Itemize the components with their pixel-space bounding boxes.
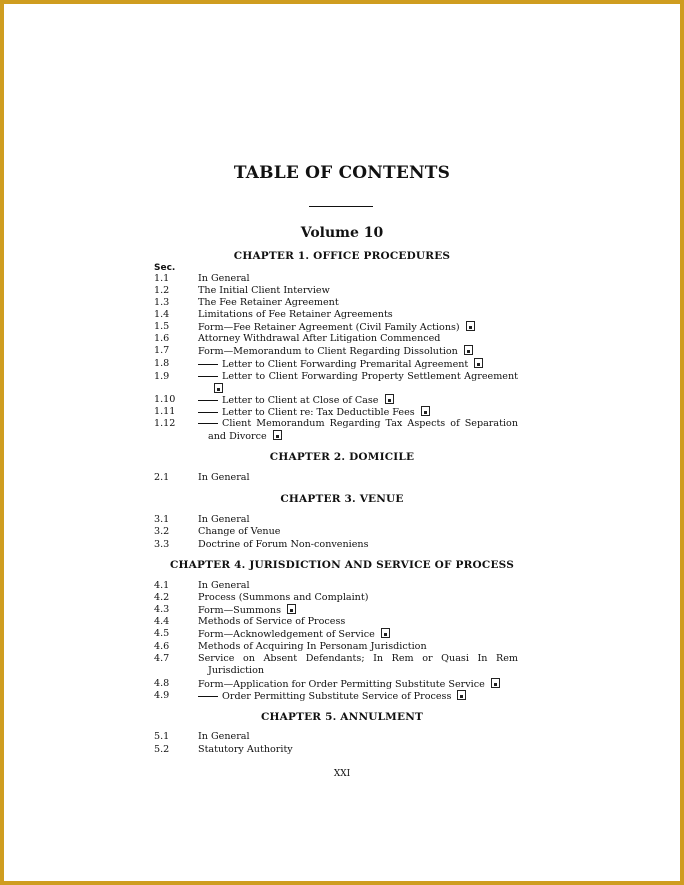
section-title: Letter to Client Forwarding Premarital Agreement xyxy=(222,359,469,370)
chapter-heading: CHAPTER 1. OFFICE PROCEDURES xyxy=(233,250,451,262)
section-number: 4.7 xyxy=(154,653,170,664)
section-title-line xyxy=(198,285,518,297)
chapter-heading: CHAPTER 2. DOMICILE xyxy=(269,451,415,463)
form-disk-icon xyxy=(385,394,394,404)
section-title-line xyxy=(198,592,518,604)
section-title: Letter to Client at Close of Case xyxy=(222,395,379,406)
chapter-heading: CHAPTER 3. VENUE xyxy=(280,493,404,505)
section-title: In General xyxy=(198,273,250,284)
section-number: 1.1 xyxy=(154,273,170,284)
form-disk-icon xyxy=(421,406,430,416)
chapter-heading: CHAPTER 5. ANNULMENT xyxy=(260,711,424,723)
section-number: 4.5 xyxy=(154,628,170,639)
form-disk-icon xyxy=(381,628,390,638)
section-title: Service on Absent Defendants; In Rem or Quasi In Rem Jurisdiction xyxy=(198,653,518,677)
form-disk-icon xyxy=(273,430,282,440)
section-title-line xyxy=(198,371,518,397)
ditto-blank xyxy=(198,696,218,697)
section-title: In General xyxy=(198,472,250,483)
ditto-blank xyxy=(198,364,218,365)
section-title-line xyxy=(198,514,518,526)
form-disk-icon xyxy=(466,321,475,331)
section-number: 1.10 xyxy=(154,394,176,405)
section-title: Form—Application for Order Permitting Substitute Service xyxy=(198,679,485,690)
section-title-line xyxy=(198,653,518,678)
section-number: 3.2 xyxy=(154,526,170,537)
section-title: Client Memorandum Regarding Tax Aspects of Separation and Divorce xyxy=(208,418,518,443)
section-title: Form—Memorandum to Client Regarding Dissolution xyxy=(198,346,458,357)
section-number: 1.3 xyxy=(154,297,170,308)
section-number: 1.11 xyxy=(154,406,176,417)
section-number: 1.8 xyxy=(154,358,170,369)
section-title-line xyxy=(198,358,518,371)
section-title-line xyxy=(198,628,518,641)
section-title-line xyxy=(198,333,518,345)
form-disk-icon xyxy=(464,345,473,355)
section-title: Process (Summons and Complaint) xyxy=(198,592,369,603)
section-title: Change of Venue xyxy=(198,526,281,537)
section-title-line xyxy=(198,539,518,551)
section-title: Statutory Authority xyxy=(198,744,293,755)
chapter-heading: CHAPTER 4. JURISDICTION AND SERVICE OF PROCESS xyxy=(169,559,514,571)
section-title: Letter to Client re: Tax Deductible Fees xyxy=(222,407,415,418)
section-title: Order Permitting Substitute Service of Process xyxy=(222,691,452,702)
section-number: 1.5 xyxy=(154,321,170,332)
form-disk-icon xyxy=(287,604,296,614)
section-number: 4.6 xyxy=(154,641,170,652)
section-title: Limitations of Fee Retainer Agreements xyxy=(198,309,393,320)
section-title: Attorney Withdrawal After Litigation Commenced xyxy=(198,333,441,344)
section-title: The Fee Retainer Agreement xyxy=(198,297,339,308)
section-title: The Initial Client Interview xyxy=(198,285,330,296)
section-number: 4.9 xyxy=(154,690,170,701)
section-number: 4.2 xyxy=(154,592,170,603)
section-title-line xyxy=(198,309,518,321)
section-title: In General xyxy=(198,514,250,525)
section-number: 4.1 xyxy=(154,580,170,591)
volume-heading: Volume 10 xyxy=(300,225,384,241)
form-disk-icon xyxy=(491,678,500,688)
section-title: Form—Summons xyxy=(198,605,282,616)
page-number: XXI xyxy=(333,769,351,779)
section-number: 1.12 xyxy=(154,418,176,429)
section-title-line xyxy=(198,345,518,358)
ditto-blank xyxy=(198,400,218,401)
section-title-line xyxy=(198,273,518,285)
section-title-line xyxy=(198,526,518,538)
section-number: 3.3 xyxy=(154,539,170,550)
section-title-line xyxy=(198,744,518,756)
section-title: In General xyxy=(198,731,250,742)
section-title: Methods of Service of Process xyxy=(198,616,346,627)
section-title-line xyxy=(198,616,518,628)
section-number: 4.3 xyxy=(154,604,170,615)
form-disk-icon xyxy=(214,383,223,393)
section-title-line xyxy=(198,297,518,309)
form-disk-icon xyxy=(457,690,466,700)
section-number: 1.4 xyxy=(154,309,170,320)
section-title-line xyxy=(198,580,518,592)
form-disk-icon xyxy=(474,358,483,368)
section-number: 5.1 xyxy=(154,731,170,742)
section-number: 1.2 xyxy=(154,285,170,296)
section-number: 5.2 xyxy=(154,744,170,755)
section-number: 1.6 xyxy=(154,333,170,344)
section-title: Form—Fee Retainer Agreement (Civil Family Actions) xyxy=(198,322,460,333)
section-title: Doctrine of Forum Non-conveniens xyxy=(198,539,369,550)
ditto-blank xyxy=(198,376,218,377)
ditto-blank xyxy=(198,423,218,424)
section-title: Letter to Client Forwarding Property Settlement Agreement xyxy=(222,371,518,382)
section-title-line xyxy=(198,472,518,484)
section-title-line xyxy=(198,690,518,703)
section-number: 1.7 xyxy=(154,345,170,356)
section-number: 4.8 xyxy=(154,678,170,689)
section-number: 3.1 xyxy=(154,514,170,525)
ditto-blank xyxy=(198,412,218,413)
section-column-label: Sec. xyxy=(154,263,176,273)
section-title-line xyxy=(198,731,518,743)
section-number: 2.1 xyxy=(154,472,170,483)
section-title-line xyxy=(198,418,518,444)
section-title: Form—Acknowledgement of Service xyxy=(198,629,375,640)
title-rule xyxy=(309,206,373,207)
section-title: Methods of Acquiring In Personam Jurisdiction xyxy=(198,641,427,652)
section-number: 1.9 xyxy=(154,371,170,382)
page-title: TABLE OF CONTENTS xyxy=(233,163,451,183)
section-title-line xyxy=(198,641,518,653)
section-title: In General xyxy=(198,580,250,591)
section-number: 4.4 xyxy=(154,616,170,627)
